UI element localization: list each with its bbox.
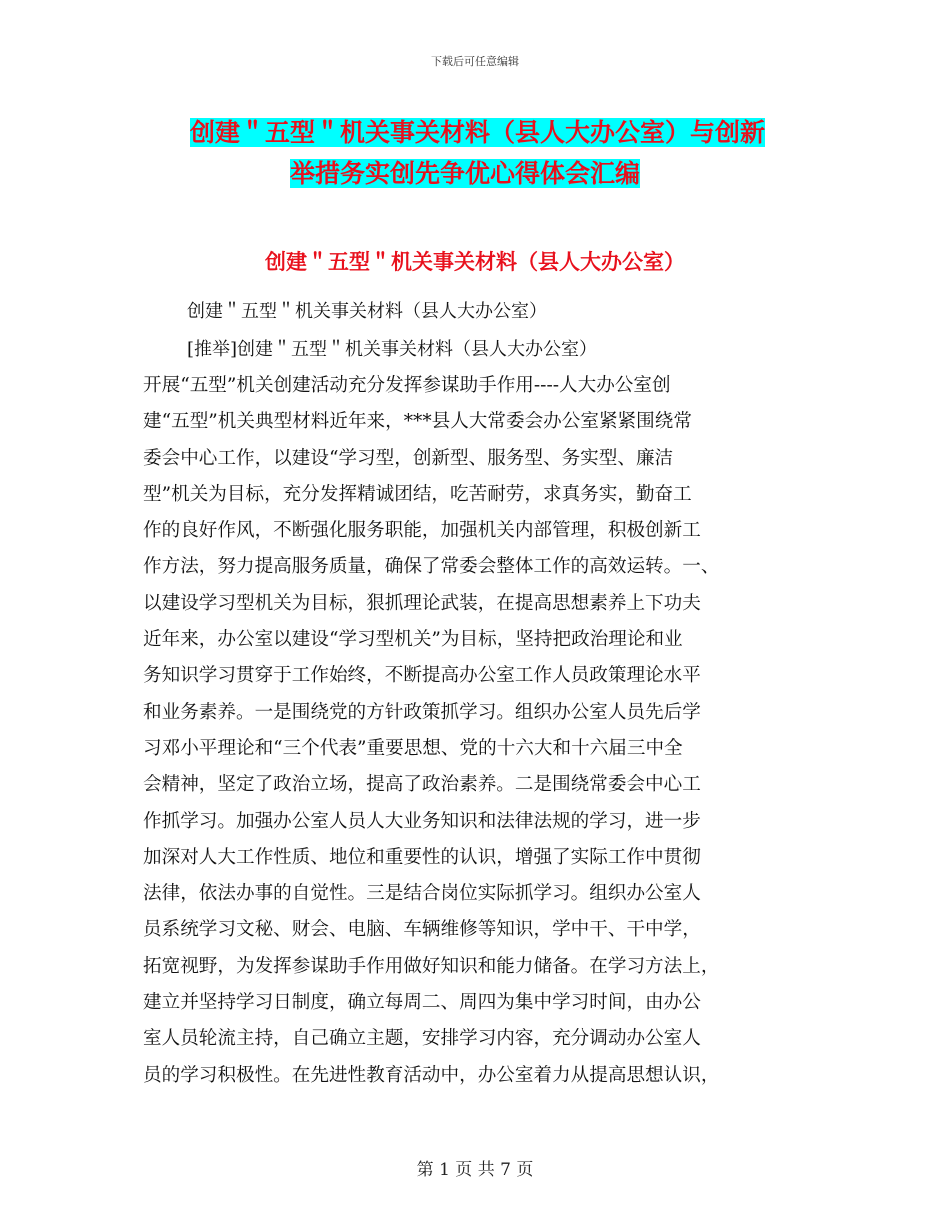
title-highlight-2: 举措务实创先争优心得体会汇编 bbox=[290, 159, 641, 188]
document-title bbox=[190, 112, 810, 194]
subheading-2: [推举]创建＂五型＂机关事关材料（县人大办公室） bbox=[187, 339, 598, 360]
body-line: 和业务素养。一是围绕党的方针政策抓学习。组织办公室人员先后学 bbox=[143, 701, 701, 723]
body-line: 型”机关为目标，充分发挥精诚团结，吃苦耐劳，求真务实，勤奋工 bbox=[143, 483, 692, 505]
body-text bbox=[143, 368, 823, 1094]
body-line: 作的良好作风，不断强化服务职能，加强机关内部管理，积极创新工 bbox=[143, 520, 701, 542]
body-line: 习邓小平理论和“三个代表”重要思想、党的十六大和十六届三中全 bbox=[143, 737, 683, 759]
body-line: 建“五型”机关典型材料近年来，***县人大常委会办公室紧紧围绕常 bbox=[143, 411, 692, 433]
body-line: 以建设学习型机关为目标，狠抓理论武装，在提高思想素养上下功夫 bbox=[143, 592, 701, 614]
body-line: 员系统学习文秘、财会、电脑、车辆维修等知识，学中干、干中学， bbox=[143, 919, 701, 941]
title-highlight-1: 创建＂五型＂机关事关材料（县人大办公室）与创新 bbox=[190, 118, 766, 147]
body-line: 加深对人大工作性质、地位和重要性的认识，增强了实际工作中贯彻 bbox=[143, 846, 701, 868]
body-line: 务知识学习贯穿于工作始终，不断提高办公室工作人员政策理论水平 bbox=[143, 665, 701, 687]
subheading-1: 创建＂五型＂机关事关材料（县人大办公室） bbox=[187, 301, 547, 322]
body-line: 作抓学习。加强办公室人员人大业务知识和法律法规的学习，进一步 bbox=[143, 810, 701, 832]
body-line: 室人员轮流主持，自己确立主题，安排学习内容，充分调动办公室人 bbox=[143, 1028, 701, 1050]
body-line: 员的学习积极性。在先进性教育活动中，办公室着力从提高思想认识， bbox=[143, 1064, 720, 1086]
body-line: 开展“五型”机关创建活动充分发挥参谋助手作用----人大办公室创 bbox=[143, 375, 671, 396]
document-title-line-2 bbox=[190, 153, 810, 194]
body-line: 作方法，努力提高服务质量，确保了常委会整体工作的高效运转。一、 bbox=[143, 556, 720, 578]
body-line: 建立并坚持学习日制度，确立每周二、周四为集中学习时间，由办公 bbox=[143, 992, 701, 1014]
body-line: 近年来，办公室以建设“学习型机关”为目标，坚持把政治理论和业 bbox=[143, 629, 683, 651]
body-line: 委会中心工作，以建设“学习型，创新型、服务型、务实型、廉洁 bbox=[143, 447, 674, 469]
page-footer: 第 1 页 共 7 页 bbox=[416, 1160, 534, 1180]
body-line: 法律，依法办事的自觉性。三是结合岗位实际抓学习。组织办公室人 bbox=[143, 883, 701, 905]
section-title: 创建＂五型＂机关事关材料（县人大办公室） bbox=[265, 250, 685, 274]
header-note: 下载后可任意编辑 bbox=[431, 55, 519, 68]
document-title-line-1 bbox=[190, 112, 810, 153]
body-line: 拓宽视野，为发挥参谋助手作用做好知识和能力储备。在学习方法上， bbox=[143, 955, 720, 977]
body-line: 会精神，坚定了政治立场，提高了政治素养。二是围绕常委会中心工 bbox=[143, 774, 701, 796]
